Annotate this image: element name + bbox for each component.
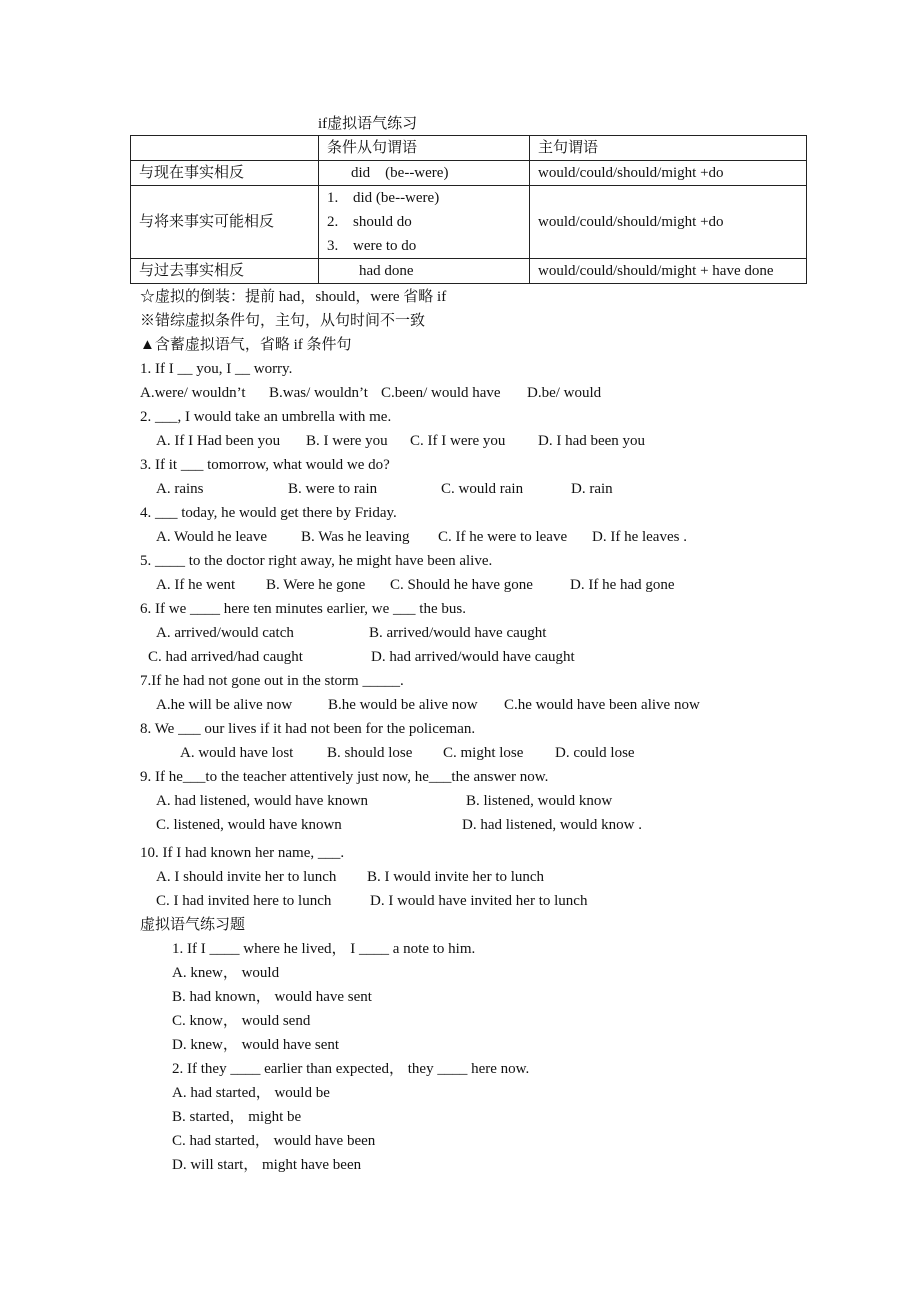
option-d: D. will start， might have been: [172, 1157, 362, 1173]
option-d: D. If he leaves .: [592, 529, 687, 545]
option-c: C. If I were you: [410, 433, 506, 449]
question-stem: 4. ___ today, he would get there by Friday.: [140, 505, 397, 521]
table-row-label: 与现在事实相反: [131, 161, 319, 186]
table-header-cell: 主句谓语: [530, 136, 807, 161]
option-a: A. I should invite her to lunch: [156, 869, 337, 885]
option-b: B. were to rain: [288, 481, 378, 497]
question-stem: 3. If it ___ tomorrow, what would we do?: [140, 457, 390, 473]
option-c: C. would rain: [441, 481, 524, 497]
option-c: C. had started， would have been: [172, 1133, 376, 1149]
option-b: B.was/ wouldn’t: [269, 385, 368, 401]
table-condition-cell: had done: [319, 259, 530, 284]
table-header-cell: 条件从句谓语: [319, 136, 530, 161]
note-inversion: ☆虚拟的倒装：提前 had，should，were 省略 if: [140, 289, 447, 305]
option-b: B. arrived/would have caught: [369, 625, 547, 641]
condition-list: [327, 186, 521, 258]
option-c: C. know， would send: [172, 1013, 311, 1029]
option-c: C. Should he have gone: [390, 577, 533, 593]
table-main-cell: would/could/should/might +do: [530, 186, 807, 259]
list-item: [327, 186, 521, 210]
option-d: D. If he had gone: [570, 577, 675, 593]
option-b: B. had known， would have sent: [172, 989, 372, 1005]
table-header-row: [131, 136, 807, 161]
option-d: D. had arrived/would have caught: [371, 649, 575, 665]
list-text: should do: [353, 214, 412, 230]
option-b: B. listened, would know: [466, 793, 613, 809]
list-item: [327, 234, 521, 258]
option-c: C. I had invited here to lunch: [156, 893, 332, 909]
option-d: D. could lose: [555, 745, 635, 761]
list-number: 2.: [327, 214, 339, 230]
option-a: A. If I Had been you: [156, 433, 281, 449]
table-header-cell: [131, 136, 319, 161]
question-stem: 1. If I ____ where he lived， I ____ a note to him.: [172, 941, 476, 957]
option-d: D. had listened, would know .: [462, 817, 642, 833]
option-d: D.be/ would: [527, 385, 602, 401]
option-a: A. would have lost: [180, 745, 294, 761]
note-mixed-conditional: ※错综虚拟条件句，主句，从句时间不一致: [140, 313, 426, 329]
option-b: B. started， might be: [172, 1109, 302, 1125]
list-number: 1.: [327, 190, 339, 206]
option-a: A. arrived/would catch: [156, 625, 294, 641]
list-item: [327, 210, 521, 234]
question-stem: 1. If I __ you, I __ worry.: [140, 361, 293, 377]
question-stem: 8. We ___ our lives if it had not been for the policeman.: [140, 721, 476, 737]
question-stem: 2. ___, I would take an umbrella with me.: [140, 409, 392, 425]
option-a: A. had listened, would have known: [156, 793, 369, 809]
question-stem: 9. If he___to the teacher attentively just now, he___the answer now.: [140, 769, 549, 785]
option-a: A.he will be alive now: [156, 697, 293, 713]
question-stem: 7.If he had not gone out in the storm _____.: [140, 673, 404, 689]
option-d: D. knew， would have sent: [172, 1037, 340, 1053]
option-d: D. I had been you: [538, 433, 646, 449]
option-a: A. had started， would be: [172, 1085, 330, 1101]
table-main-cell: would/could/should/might +do: [530, 161, 807, 186]
option-a: A. If he went: [156, 577, 236, 593]
table-row: [131, 161, 807, 186]
section-heading: 虚拟语气练习题: [140, 917, 246, 933]
question-stem: 10. If I had known her name, ___.: [140, 845, 345, 861]
list-number: 3.: [327, 238, 339, 254]
option-c: C. might lose: [443, 745, 524, 761]
question-stem: 2. If they ____ earlier than expected， they ____ here now.: [172, 1061, 530, 1077]
table-condition-cell: [319, 186, 530, 259]
option-b: B. should lose: [327, 745, 413, 761]
table-row-label: 与将来事实可能相反: [131, 186, 319, 259]
table-row-label: 与过去事实相反: [131, 259, 319, 284]
note-implied-conditional: ▲含蓄虚拟语气，省略 if 条件句: [140, 337, 352, 353]
question-stem: 6. If we ____ here ten minutes earlier, we ___ the bus.: [140, 601, 466, 617]
option-b: B. Was he leaving: [301, 529, 410, 545]
page-title: if虚拟语气练习: [318, 116, 418, 132]
grammar-table: [130, 135, 807, 284]
option-d: D. rain: [571, 481, 613, 497]
list-text: did (be--were): [353, 190, 440, 206]
table-row: [131, 186, 807, 259]
question-stem: 5. ____ to the doctor right away, he might have been alive.: [140, 553, 493, 569]
option-a: A.were/ wouldn’t: [140, 385, 246, 401]
option-b: B.he would be alive now: [328, 697, 478, 713]
list-text: were to do: [353, 238, 417, 254]
option-c: C. listened, would have known: [156, 817, 342, 833]
option-a: A. rains: [156, 481, 204, 497]
table-main-cell: would/could/should/might + have done: [530, 259, 807, 284]
option-d: D. I would have invited her to lunch: [370, 893, 588, 909]
option-a: A. Would he leave: [156, 529, 267, 545]
option-a: A. knew， would: [172, 965, 280, 981]
table-condition-cell: did (be--were): [319, 161, 530, 186]
option-b: B. I were you: [306, 433, 388, 449]
option-c: C. If he were to leave: [438, 529, 568, 545]
option-b: B. Were he gone: [266, 577, 366, 593]
option-c: C. had arrived/had caught: [148, 649, 303, 665]
table-row: [131, 259, 807, 284]
option-c: C.been/ would have: [381, 385, 501, 401]
option-b: B. I would invite her to lunch: [367, 869, 545, 885]
option-c: C.he would have been alive now: [504, 697, 700, 713]
